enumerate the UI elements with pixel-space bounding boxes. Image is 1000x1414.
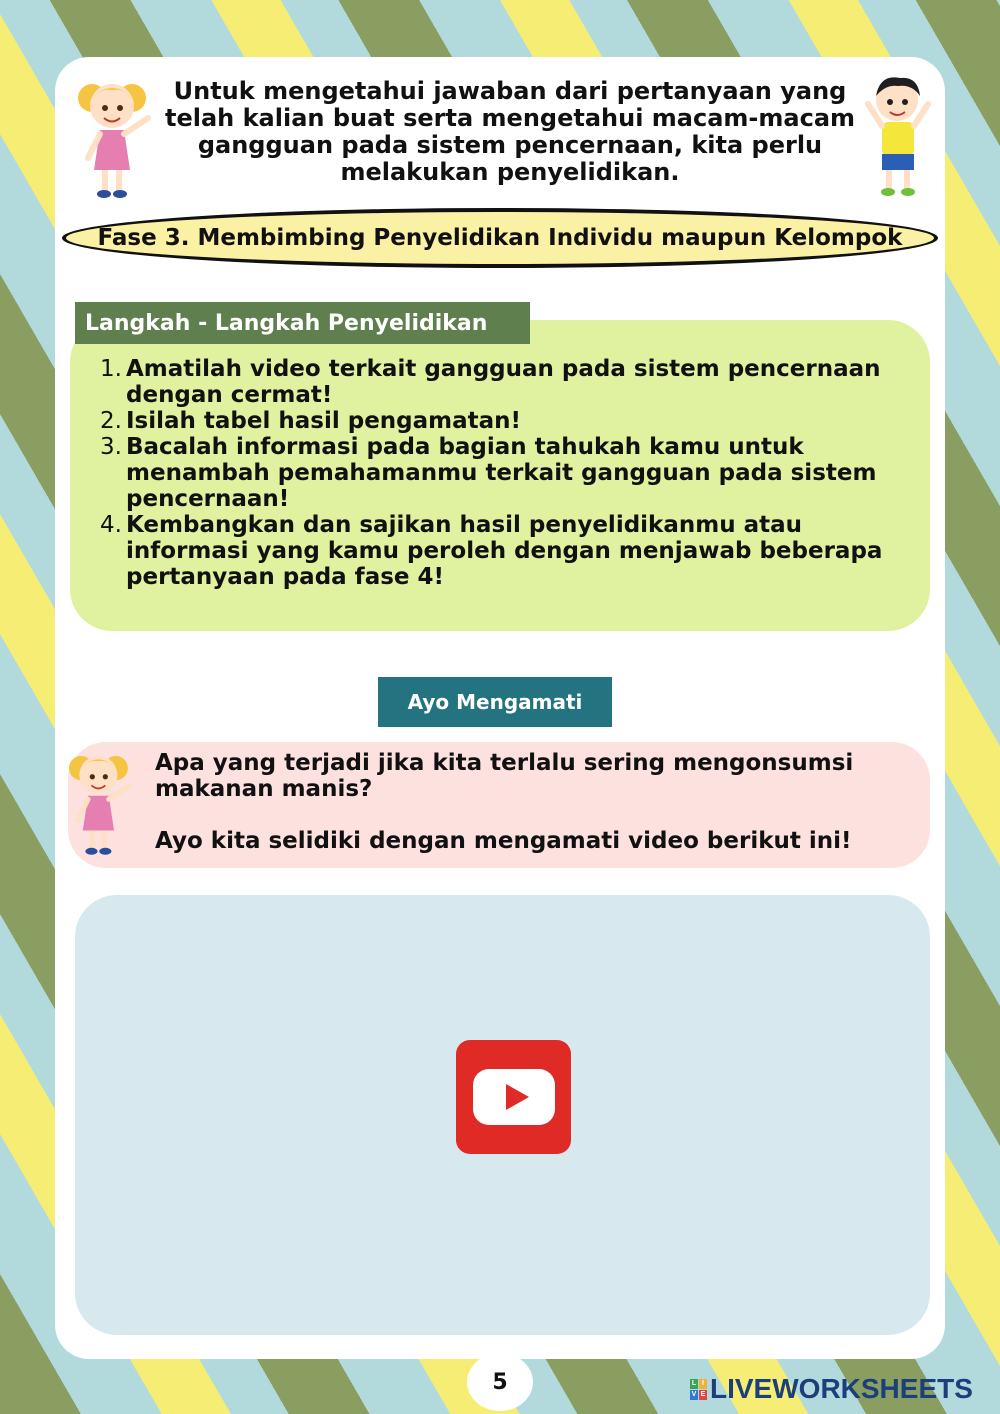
steps-heading: Langkah - Langkah Penyelidikan (75, 302, 530, 344)
list-item (100, 434, 915, 512)
step-number: 1. (100, 356, 122, 382)
observe-badge: Ayo Mengamati (378, 677, 612, 727)
page-number: 5 (467, 1353, 533, 1411)
step-text: Bacalah informasi pada bagian tahukah kamu untuk menambah pemahamanmu terkait gangguan pada sistem pencernaan! (126, 434, 877, 512)
observe-question: Apa yang terjadi jika kita terlalu sering mengonsumsi makanan manis? (155, 750, 854, 802)
list-item (100, 356, 915, 408)
liveworksheets-watermark[interactable] (690, 1372, 990, 1406)
boy-illustration (860, 70, 935, 200)
logo-letter: V (691, 1390, 697, 1398)
play-icon (473, 1069, 555, 1125)
step-number: 3. (100, 434, 122, 460)
list-item (100, 512, 915, 590)
step-number: 4. (100, 512, 122, 538)
observe-invite: Ayo kita selidiki dengan mengamati video berikut ini! (155, 828, 852, 854)
logo-letter: L (691, 1379, 697, 1387)
list-item (100, 408, 915, 434)
logo-letter: E (700, 1390, 706, 1398)
watermark-text: LIVEWORKSHEETS (710, 1373, 973, 1404)
liveworksheets-logo-icon (690, 1379, 707, 1400)
phase-title (62, 208, 938, 268)
logo-letter: I (699, 1379, 707, 1389)
girl-illustration (70, 70, 160, 202)
step-text: Isilah tabel hasil pengamatan! (126, 408, 522, 434)
play-button[interactable] (456, 1040, 571, 1154)
girl-illustration (62, 735, 140, 867)
intro-paragraph: Untuk mengetahui jawaban dari pertanyaan yang telah kalian buat serta mengetahui macam-macam gangguan pada sistem pencernaan, kita perlu melakukan penyelidikan. (164, 77, 856, 186)
step-text: Kembangkan dan sajikan hasil penyelidikanmu atau informasi yang kamu peroleh dengan menjawab beberapa pertanyaan pada fase 4! (126, 512, 883, 590)
phase-title-text: Fase 3. Membimbing Penyelidikan Individu maupun Kelompok (97, 225, 903, 251)
step-number: 2. (100, 408, 122, 434)
steps-list (100, 356, 915, 590)
step-text: Amatilah video terkait gangguan pada sistem pencernaan dengan cermat! (126, 356, 881, 408)
